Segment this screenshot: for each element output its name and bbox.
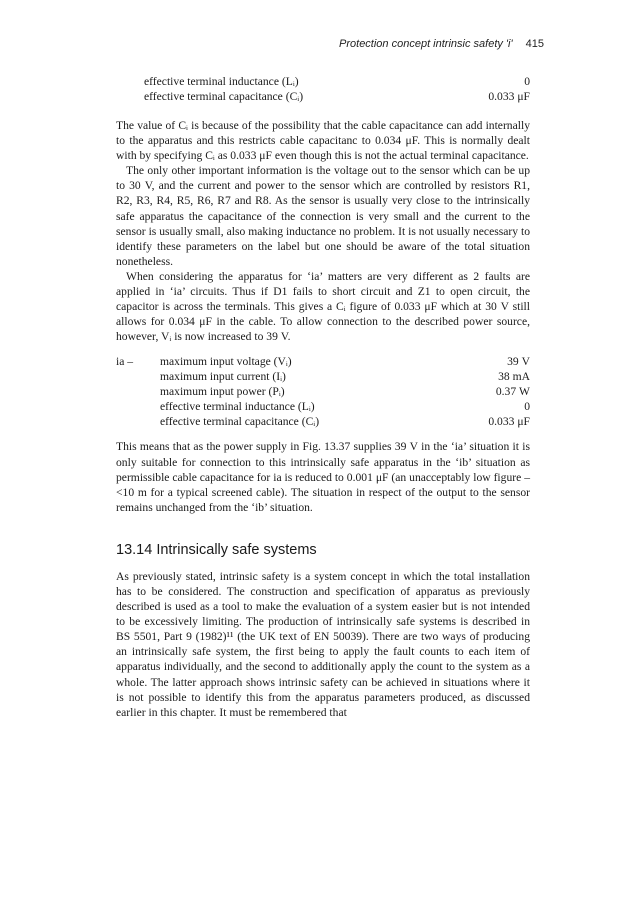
spec-value: 0.033 μF bbox=[488, 415, 530, 429]
spec-label: maximum input current (Iᵢ) bbox=[160, 370, 286, 384]
spec-value: 0.37 W bbox=[495, 385, 530, 399]
paragraph-1: The value of Cᵢ is because of the possibility that the cable capacitance can add internally to the apparatus and this restricts cable capacitanc to 0.034 μF. This is normally dealt with by specifying Cᵢ as 0.033 μF even though this is not the actual terminal capacitance. bbox=[116, 119, 530, 163]
page-header bbox=[339, 38, 544, 50]
spec-label: effective terminal inductance (Lᵢ) bbox=[144, 75, 299, 88]
spec-value: 0 bbox=[524, 400, 530, 414]
spec-list-top bbox=[116, 74, 530, 104]
spec-value: 0 bbox=[524, 75, 530, 88]
spec-row bbox=[116, 414, 530, 429]
spec-value: 38 mA bbox=[498, 370, 530, 384]
spec-label: effective terminal capacitance (Cᵢ) bbox=[144, 90, 304, 103]
spec-list-ia bbox=[116, 354, 530, 429]
paragraph-4: This means that as the power supply in Fig. 13.37 supplies 39 V in the ‘ia’ situation it is only suitable for connection to this intrinsically safe apparatus in the ‘ib’ situation as permissible cable capacitance for ia is reduced to 0.001 μF (an unacceptably low figure – <10 m for a typical screened cable). The situation in respect of the output to the sensor remains unchanged from the ‘ib’ situation. bbox=[116, 440, 530, 514]
section-heading: 13.14 Intrinsically safe systems bbox=[116, 541, 317, 558]
spec-label: effective terminal inductance (Lᵢ) bbox=[160, 400, 315, 414]
spec-label: effective terminal capacitance (Cᵢ) bbox=[160, 415, 320, 429]
spec-value: 39 V bbox=[507, 355, 530, 369]
spec-prefix: ia – bbox=[116, 355, 134, 369]
page-body bbox=[116, 74, 530, 720]
spec-row bbox=[116, 399, 530, 414]
paragraph-2: The only other important information is the voltage out to the sensor which can be up to 30 V, and the current and power to the sensor which are controlled by resistors R1, R2, R3, R4, R5, R6, R7 and R8. As the sensor is usually very close to the intrinsically safe apparatus the capacitance of the connection is very small and the current to the sensor is usually small, also making inductance no problem. It is not usually necessary to identify these parameters on the label but one should be aware of the total situation nonetheless. bbox=[116, 164, 530, 268]
page-number: 415 bbox=[525, 38, 544, 50]
running-title: Protection concept intrinsic safety 'i' bbox=[339, 38, 513, 50]
spec-value: 0.033 μF bbox=[488, 90, 530, 103]
spec-row bbox=[116, 89, 530, 104]
spec-row bbox=[116, 74, 530, 89]
paragraph-5: As previously stated, intrinsic safety is a system concept in which the total installation has to be considered. The construction and specification of apparatus as previously described is used as a tool to make the evaluation of a system easier but is not intended to be excessively limiting. The production of intrinsically safe systems is described in BS 5501, Part 9 (1982)¹¹ (the UK text of EN 50039). There are two ways of producing an intrinsically safe system, the first being to apply the fault counts to each item of apparatus individually, and the second to additionally apply the count to the system as a whole. The latter approach shows intrinsic safety can be achieved in situations where it is not possible to identify this from the apparatus parameters produced, as discussed earlier in this chapter. It must be remembered that bbox=[116, 569, 530, 719]
spec-label: maximum input voltage (Vᵢ) bbox=[160, 355, 292, 369]
spec-row bbox=[116, 384, 530, 399]
spec-row bbox=[116, 369, 530, 384]
spec-row bbox=[116, 354, 530, 369]
spec-label: maximum input power (Pᵢ) bbox=[160, 385, 285, 399]
paragraph-3: When considering the apparatus for ‘ia’ matters are very different as 2 faults are applied in ‘ia’ circuits. Thus if D1 fails to short circuit and Z1 to open circuit, the capacitor is across the terminals. This gives a Cᵢ figure of 0.033 μF which at 30 V still allows for 0.034 μF in the cable. To allow connection to the described power source, however, Vᵢ is now increased to 39 V. bbox=[116, 269, 530, 344]
